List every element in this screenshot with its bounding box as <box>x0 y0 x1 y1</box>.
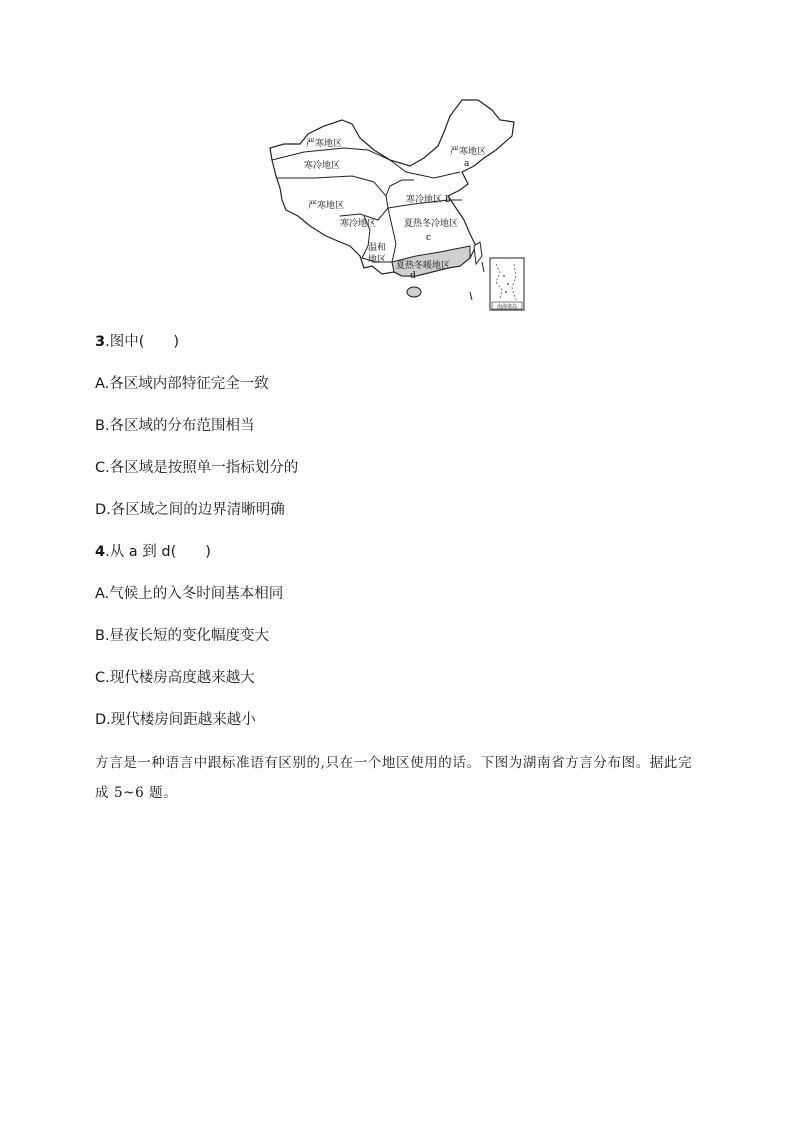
question-3-number: 3 <box>95 334 106 350</box>
question-3-option-b[interactable]: B.各区域的分布范围相当 <box>95 418 255 434</box>
map-svg <box>264 96 528 314</box>
taiwan-island <box>474 242 482 264</box>
label-plateau-severe-cold: 严寒地区 <box>308 201 345 211</box>
question-3-option-d[interactable]: D.各区域之间的边界清晰明确 <box>95 502 285 518</box>
question-3-stem <box>95 332 179 352</box>
passage-text: 方言是一种语言中跟标准语有区别的,只在一个地区使用的话。下图为湖南省方言分布图。据此完成 5~6 题。 <box>95 755 693 801</box>
climate-zone-map <box>264 96 528 314</box>
question-4-option-c[interactable]: C.现代楼房高度越来越大 <box>95 670 255 686</box>
label-northwest-cold: 寒冷地区 <box>304 161 341 171</box>
question-4-option-b[interactable]: B.昼夜长短的变化幅度变大 <box>95 628 270 644</box>
label-temperate-line2: 地区 <box>368 255 387 265</box>
island-mark-2 <box>470 292 472 300</box>
label-hot-summer-cold-winter: 夏热冬冷地区 <box>404 219 459 229</box>
question-4-number: 4 <box>95 544 106 560</box>
label-north-severe-cold: 严寒地区 <box>306 139 343 149</box>
question-3-option-c[interactable]: C.各区域是按照单一指标划分的 <box>95 460 299 476</box>
label-northeast-letter: a <box>464 159 470 169</box>
question-4-text: .从 a 到 d( ) <box>105 544 211 560</box>
island-mark-1 <box>482 262 484 272</box>
question-3-option-a[interactable]: A.各区域内部特征完全一致 <box>95 376 269 392</box>
label-southwest-cold: 寒冷地区 <box>340 219 377 229</box>
inset-south-sea <box>490 258 524 310</box>
label-temperate-line1: 温和 <box>368 243 387 253</box>
question-4-option-a[interactable]: A.气候上的入冬时间基本相同 <box>95 586 284 602</box>
inset-caption: 南海诸岛 <box>496 304 518 310</box>
label-hot-summer-warm-winter: 夏热冬暖地区 <box>396 261 451 271</box>
label-northeast-severe-cold: 严寒地区 <box>450 147 487 157</box>
question-3-text: .图中( ) <box>105 334 180 350</box>
hainan-island <box>407 287 421 297</box>
label-hot-summer-warm-winter-letter: d <box>410 271 416 281</box>
question-4-stem <box>95 542 211 562</box>
question-4-option-d[interactable]: D.现代楼房间距越来越小 <box>95 712 256 728</box>
label-hot-summer-cold-winter-letter: c <box>426 233 432 243</box>
label-north-china-cold: 寒冷地区 b <box>406 195 451 205</box>
